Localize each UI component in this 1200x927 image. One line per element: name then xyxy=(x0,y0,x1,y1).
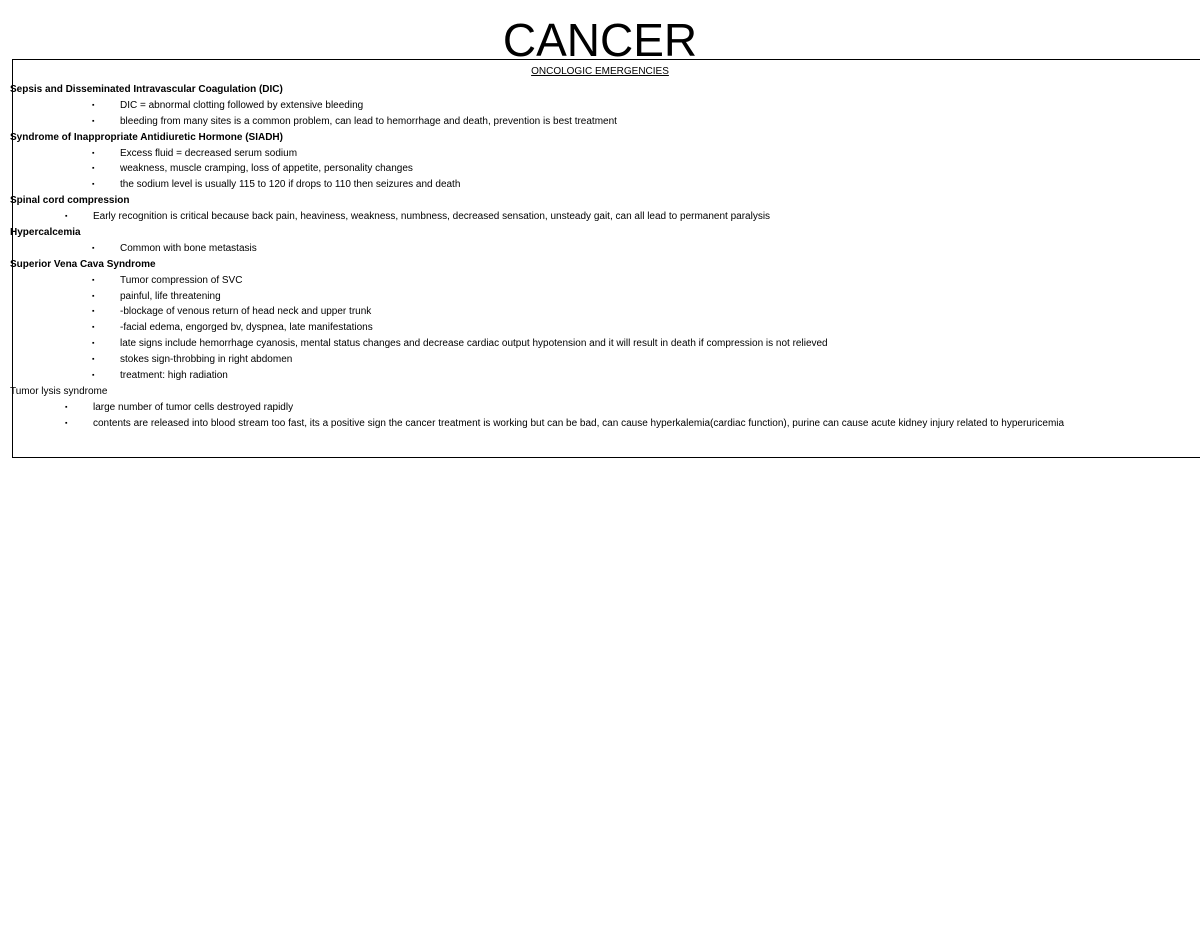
list-item xyxy=(10,289,1190,305)
list-item-text: stokes sign-throbbing in right abdomen xyxy=(120,354,293,366)
list-item xyxy=(10,368,1190,384)
bullet-icon: ▪ xyxy=(92,244,95,252)
bullet-icon: ▪ xyxy=(92,117,95,125)
bullet-icon: ▪ xyxy=(92,165,95,173)
list-item-text: treatment: high radiation xyxy=(120,370,228,382)
topic-heading: Tumor lysis syndrome xyxy=(10,385,108,397)
list-item xyxy=(10,146,1190,162)
list-item xyxy=(10,416,1190,432)
bullet-icon: ▪ xyxy=(92,324,95,332)
section-subheading: ONCOLOGIC EMERGENCIES xyxy=(531,66,669,77)
topic-heading: Sepsis and Disseminated Intravascular Coagulation (DIC) xyxy=(10,84,283,95)
list-item-text: large number of tumor cells destroyed rapidly xyxy=(93,401,294,413)
topic-heading: Superior Vena Cava Syndrome xyxy=(10,258,156,270)
list-item xyxy=(10,98,1190,114)
bullet-icon: ▪ xyxy=(92,101,95,109)
list-item-text: contents are released into blood stream too fast, its a positive sign the cancer treatment is working but can be bad, can cause hyperkalemia(cardiac function), purine can cause acute kidney injury related to hyperuricemia xyxy=(93,417,1065,429)
topic-heading: Hypercalcemia xyxy=(10,227,81,239)
list-item xyxy=(10,352,1190,368)
page-title: CANCER xyxy=(502,14,698,66)
list-item-text: -facial edema, engorged bv, dyspnea, late manifestations xyxy=(120,322,373,334)
list-item xyxy=(10,177,1190,193)
bullet-icon: ▪ xyxy=(65,419,68,427)
list-item-text: -blockage of venous return of head neck and upper trunk xyxy=(120,306,372,318)
bullet-icon: ▪ xyxy=(65,403,68,411)
list-item xyxy=(10,273,1190,289)
list-item-text: late signs include hemorrhage cyanosis, mental status changes and decrease cardiac output hypotension and it will result in death if compression is not relieved xyxy=(120,338,828,350)
bullet-icon: ▪ xyxy=(92,149,95,157)
list-item-text: Tumor compression of SVC xyxy=(120,274,243,286)
list-item xyxy=(10,241,1190,257)
bullet-icon: ▪ xyxy=(92,292,95,300)
list-item xyxy=(10,161,1190,177)
list-item-text: painful, life threatening xyxy=(120,290,221,302)
bullet-icon: ▪ xyxy=(92,372,95,380)
topic-heading: Syndrome of Inappropriate Antidiuretic Hormone (SIADH) xyxy=(10,131,283,143)
notes-content xyxy=(10,82,1190,432)
list-item xyxy=(10,400,1190,416)
bullet-icon: ▪ xyxy=(92,356,95,364)
list-item-text: Early recognition is critical because back pain, heaviness, weakness, numbness, decreased sensation, unsteady gait, can all lead to permanent paralysis xyxy=(93,211,771,223)
list-item xyxy=(10,336,1190,352)
bullet-icon: ▪ xyxy=(92,340,95,348)
list-item-text: bleeding from many sites is a common problem, can lead to hemorrhage and death, prevention is best treatment xyxy=(120,115,617,127)
list-item xyxy=(10,304,1190,320)
bullet-icon: ▪ xyxy=(92,308,95,316)
bullet-icon: ▪ xyxy=(65,213,68,221)
list-item xyxy=(10,209,1190,225)
list-item xyxy=(10,320,1190,336)
list-item-text: DIC = abnormal clotting followed by extensive bleeding xyxy=(120,99,364,111)
list-item-text: Common with bone metastasis xyxy=(120,242,257,254)
list-item xyxy=(10,114,1190,130)
list-item-text: weakness, muscle cramping, loss of appetite, personality changes xyxy=(120,163,413,175)
bullet-icon: ▪ xyxy=(92,276,95,284)
topic-heading: Spinal cord compression xyxy=(10,195,130,207)
list-item-text: Excess fluid = decreased serum sodium xyxy=(120,147,298,159)
bullet-icon: ▪ xyxy=(92,181,95,189)
list-item-text: the sodium level is usually 115 to 120 if drops to 110 then seizures and death xyxy=(120,179,461,191)
